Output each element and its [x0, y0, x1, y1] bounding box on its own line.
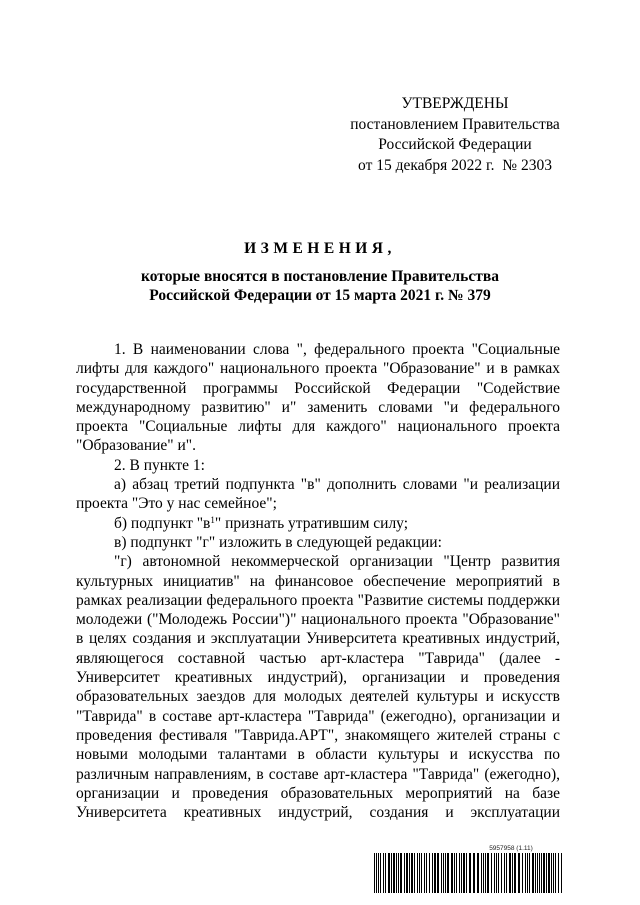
approval-stamp — [340, 94, 570, 176]
approval-line: постановлением Правительства — [350, 115, 560, 133]
approval-line: Российской Федерации — [378, 136, 532, 153]
superscript: 1 — [210, 514, 215, 525]
paragraph-4-text: " признать утратившим силу; — [214, 514, 409, 532]
paragraph-3: а) абзац третий подпункта "в" дополнить словами "и реализации проекта "Это у нас семейное"; — [76, 476, 560, 513]
approval-heading: УТВЕРЖДЕНЫ — [401, 95, 509, 112]
document-subtitle — [0, 267, 640, 305]
subtitle-line: которые вносятся в постановление Правительства — [141, 268, 499, 285]
barcode-number: 5957958 (1.11) — [489, 845, 533, 852]
subtitle-line: Российской Федерации от 15 марта 2021 г. № 379 — [149, 287, 491, 304]
paragraph-6: "г) автономной некоммерческой организации "Центр развития культурных инициатив" на финансовое обеспечение мероприятий в рамках реализации федерального проекта "Развитие системы поддержки молодежи ("Молодежь России")" национального проекта "Образование" в целях создания и эксплуатации Университета креативных индустрий, являющегося составной частью арт-кластера "Таврида" (далее - Университет креативных индустрий), организации и проведения образовательных заездов для молодых деятелей культуры и искусств "Таврида" в составе арт-кластера "Таврида" (ежегодно), организации и проведения фестиваля "Таврида.АРТ", знакомящего жителей страны с новыми молодыми талантами в области культуры и искусства по различным направлениям, в составе арт-кластера "Таврида" (ежегодно), организации и проведения образовательных мероприятий на базе Университета креативных индустрий, создания и эксплуатации — [76, 553, 560, 822]
document-title: ИЗМЕНЕНИЯ, — [244, 240, 396, 257]
document-body — [76, 340, 560, 822]
paragraph-4-text: б) подпункт "в — [114, 514, 211, 532]
paragraph-2: 2. В пункте 1: — [114, 456, 205, 474]
paragraph-5: в) подпункт "г" изложить в следующей редакции: — [114, 533, 442, 551]
barcode-icon — [374, 853, 566, 893]
paragraph-4 — [76, 514, 560, 533]
approval-date-number: от 15 декабря 2022 г. № 2303 — [358, 156, 552, 174]
paragraph-1: 1. В наименовании слова ", федерального проекта "Социальные лифты для каждого" национального проекта "Образование" и в рамках государственной программы Российской Федерации "Содействие международному развитию" и" заменить словами "и федерального проекта "Социальные лифты для каждого" национального проекта "Образование" и". — [76, 341, 560, 455]
